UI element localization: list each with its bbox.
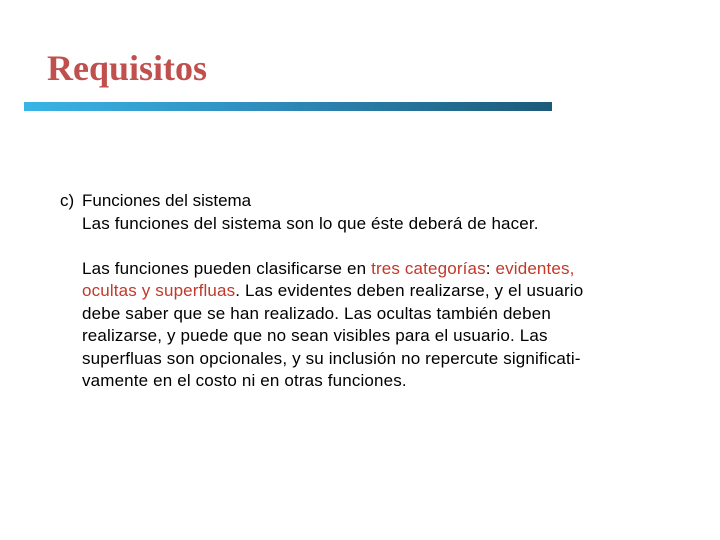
highlight-evidentes: evidentes, bbox=[495, 258, 575, 278]
paragraph-line-3: debe saber que se han realizado. Las ocultas también deben bbox=[82, 303, 551, 323]
title-underline-bar bbox=[24, 102, 552, 111]
section-heading bbox=[60, 190, 680, 213]
highlight-ocultas-superfluas: ocultas y superfluas bbox=[82, 281, 236, 300]
highlight-tres-categorias: tres categorías bbox=[371, 258, 486, 278]
paragraph-line-1 bbox=[82, 258, 680, 281]
section-body bbox=[82, 213, 680, 393]
text-run: Las funciones pueden clasificarse en bbox=[82, 258, 372, 278]
section-heading-text: Funciones del sistema bbox=[82, 191, 252, 210]
paragraph-line-2 bbox=[82, 280, 680, 303]
text-run: . Las evidentes deben realizarse, y el usuario bbox=[235, 281, 584, 300]
section-intro: Las funciones del sistema son lo que éste deberá de hacer. bbox=[82, 213, 539, 233]
paragraph-line-6: vamente en el costo ni en otras funciones. bbox=[82, 371, 407, 390]
paragraph-line-4: realizarse, y puede que no sean visibles para el usuario. Las bbox=[82, 326, 548, 345]
section-marker: c) bbox=[60, 191, 75, 210]
slide-content bbox=[60, 190, 680, 393]
slide-title: Requisitos bbox=[47, 48, 208, 88]
paragraph-line-5: superfluas son opcionales, y su inclusión no repercute significati- bbox=[82, 348, 581, 368]
text-run: : bbox=[485, 258, 496, 278]
paragraph-gap bbox=[82, 235, 680, 258]
